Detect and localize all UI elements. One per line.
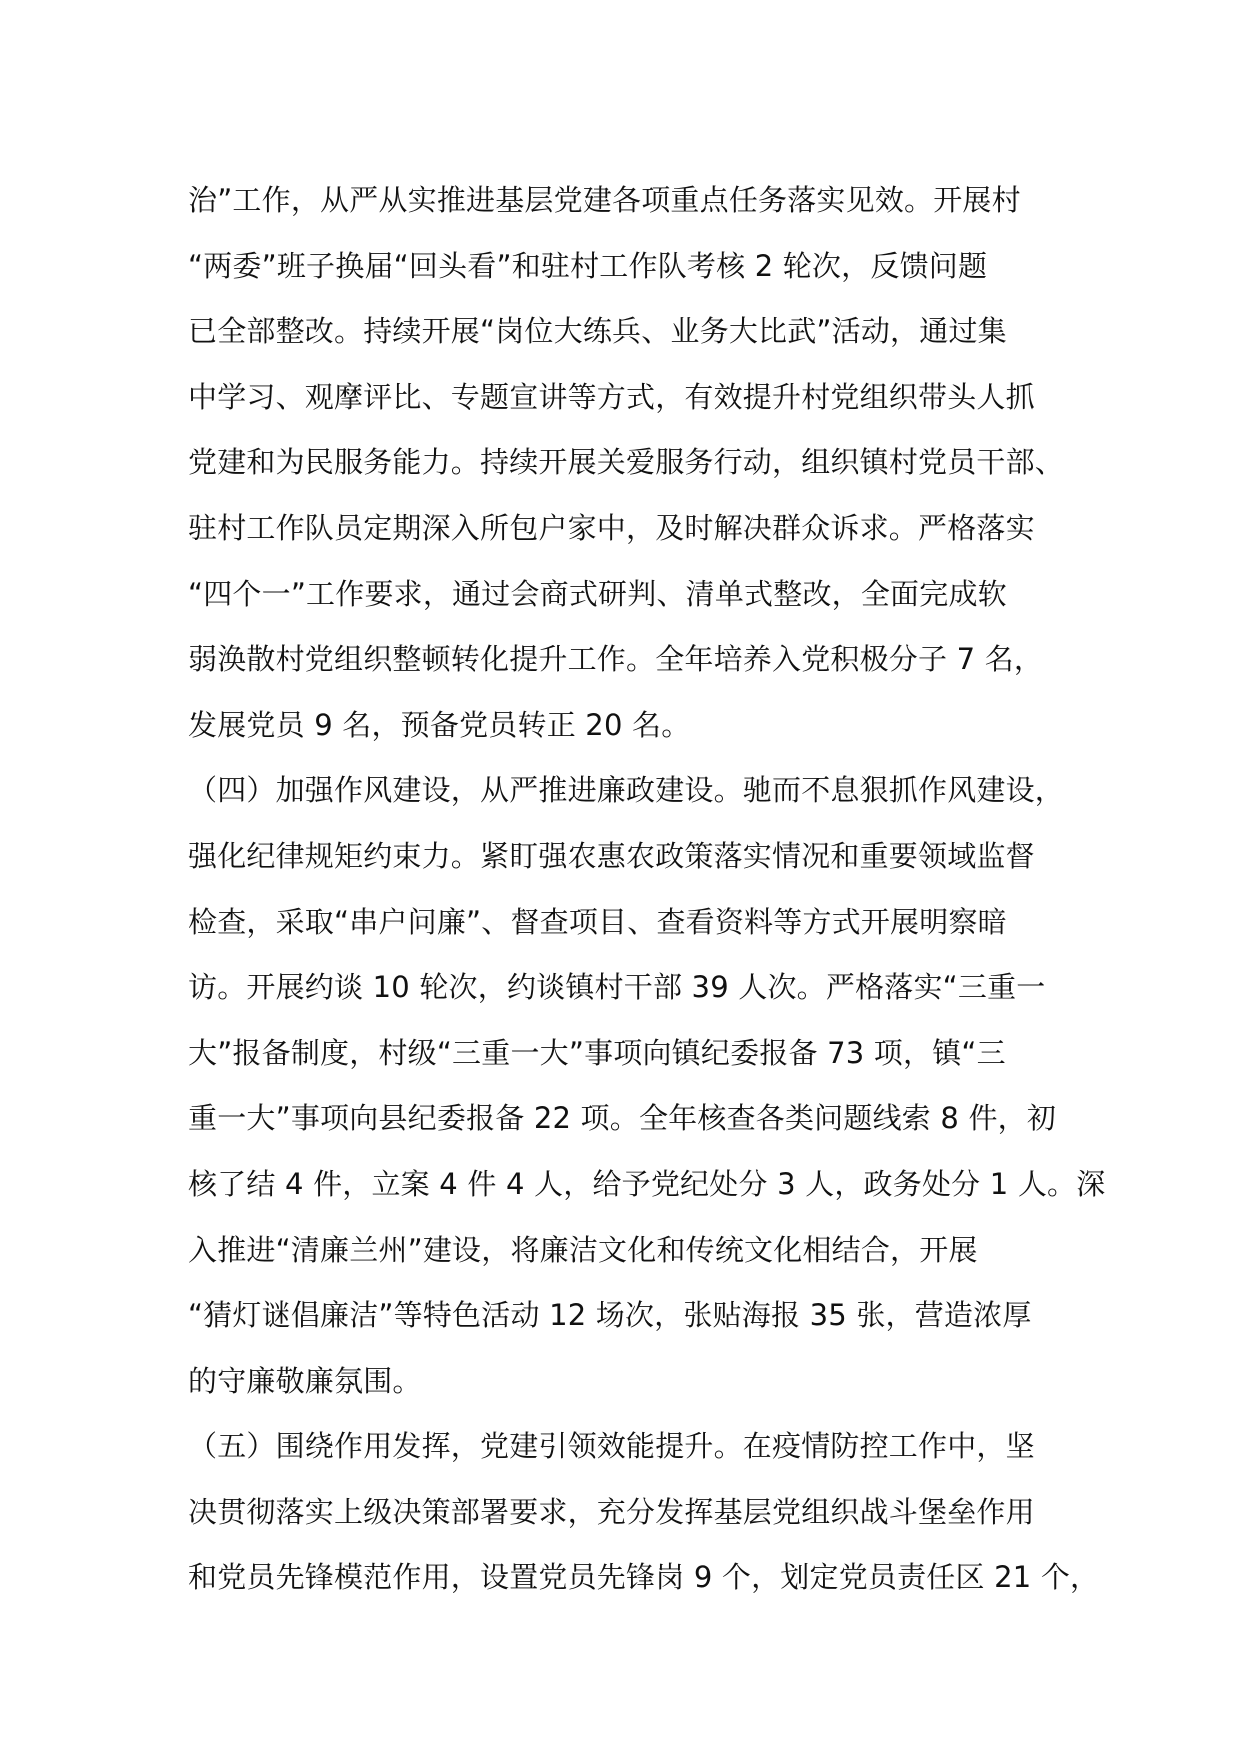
section-heading-line: （四）加强作风建设，从严推进廉政建设。驰而不息狠抓作风建设， — [188, 773, 1065, 808]
text-line: 已全部整改。持续开展“岗位大练兵、业务大比武”活动，通过集 — [188, 314, 1007, 349]
text-line: “猜灯谜倡廉洁”等特色活动 12 场次，张贴海报 35 张，营造浓厚 — [188, 1298, 1032, 1333]
text-line: 的守廉敬廉氛围。 — [188, 1363, 422, 1398]
text-line: 大”报备制度，村级“三重一大”事项向镇纪委报备 73 项，镇“三 — [188, 1035, 1006, 1070]
text-line: 驻村工作队员定期深入所包户家中，及时解决群众诉求。严格落实 — [188, 510, 1035, 545]
text-line: 强化纪律规矩约束力。紧盯强农惠农政策落实情况和重要领域监督 — [188, 838, 1035, 873]
text-line: 党建和为民服务能力。持续开展关爱服务行动，组织镇村党员干部、 — [188, 445, 1065, 480]
text-line: 治”工作，从严从实推进基层党建各项重点任务落实见效。开展村 — [188, 183, 1021, 217]
text-line: “两委”班子换届“回头看”和驻村工作队考核 2 轮次，反馈问题 — [188, 248, 988, 283]
text-line: 检查，采取“串户问廉”、督查项目、查看资料等方式开展明察暗 — [188, 904, 1007, 939]
document-body — [188, 168, 1106, 1611]
text-line: 重一大”事项向县纪委报备 22 项。全年核查各类问题线索 8 件，初 — [188, 1101, 1057, 1136]
text-line: 弱涣散村党组织整顿转化提升工作。全年培养入党积极分子 7 名， — [188, 642, 1044, 677]
text-line: 中学习、观摩评比、专题宣讲等方式，有效提升村党组织带头人抓 — [188, 379, 1035, 414]
text-line: 核了结 4 件，立案 4 件 4 人，给予党纪处分 3 人，政务处分 1 人。深 — [188, 1166, 1106, 1201]
text-line: “四个一”工作要求，通过会商式研判、清单式整改，全面完成软 — [188, 576, 1007, 611]
text-line: 发展党员 9 名，预备党员转正 20 名。 — [188, 707, 691, 742]
text-line: 入推进“清廉兰州”建设，将廉洁文化和传统文化相结合，开展 — [188, 1232, 978, 1267]
section-heading-line: （五）围绕作用发挥，党建引领效能提升。在疫情防控工作中，坚 — [188, 1429, 1035, 1464]
text-line: 访。开展约谈 10 轮次，约谈镇村干部 39 人次。严格落实“三重一 — [188, 970, 1046, 1005]
text-line: 和党员先锋模范作用，设置党员先锋岗 9 个，划定党员责任区 21 个， — [188, 1560, 1100, 1595]
text-line: 决贯彻落实上级决策部署要求，充分发挥基层党组织战斗堡垒作用 — [188, 1494, 1035, 1529]
